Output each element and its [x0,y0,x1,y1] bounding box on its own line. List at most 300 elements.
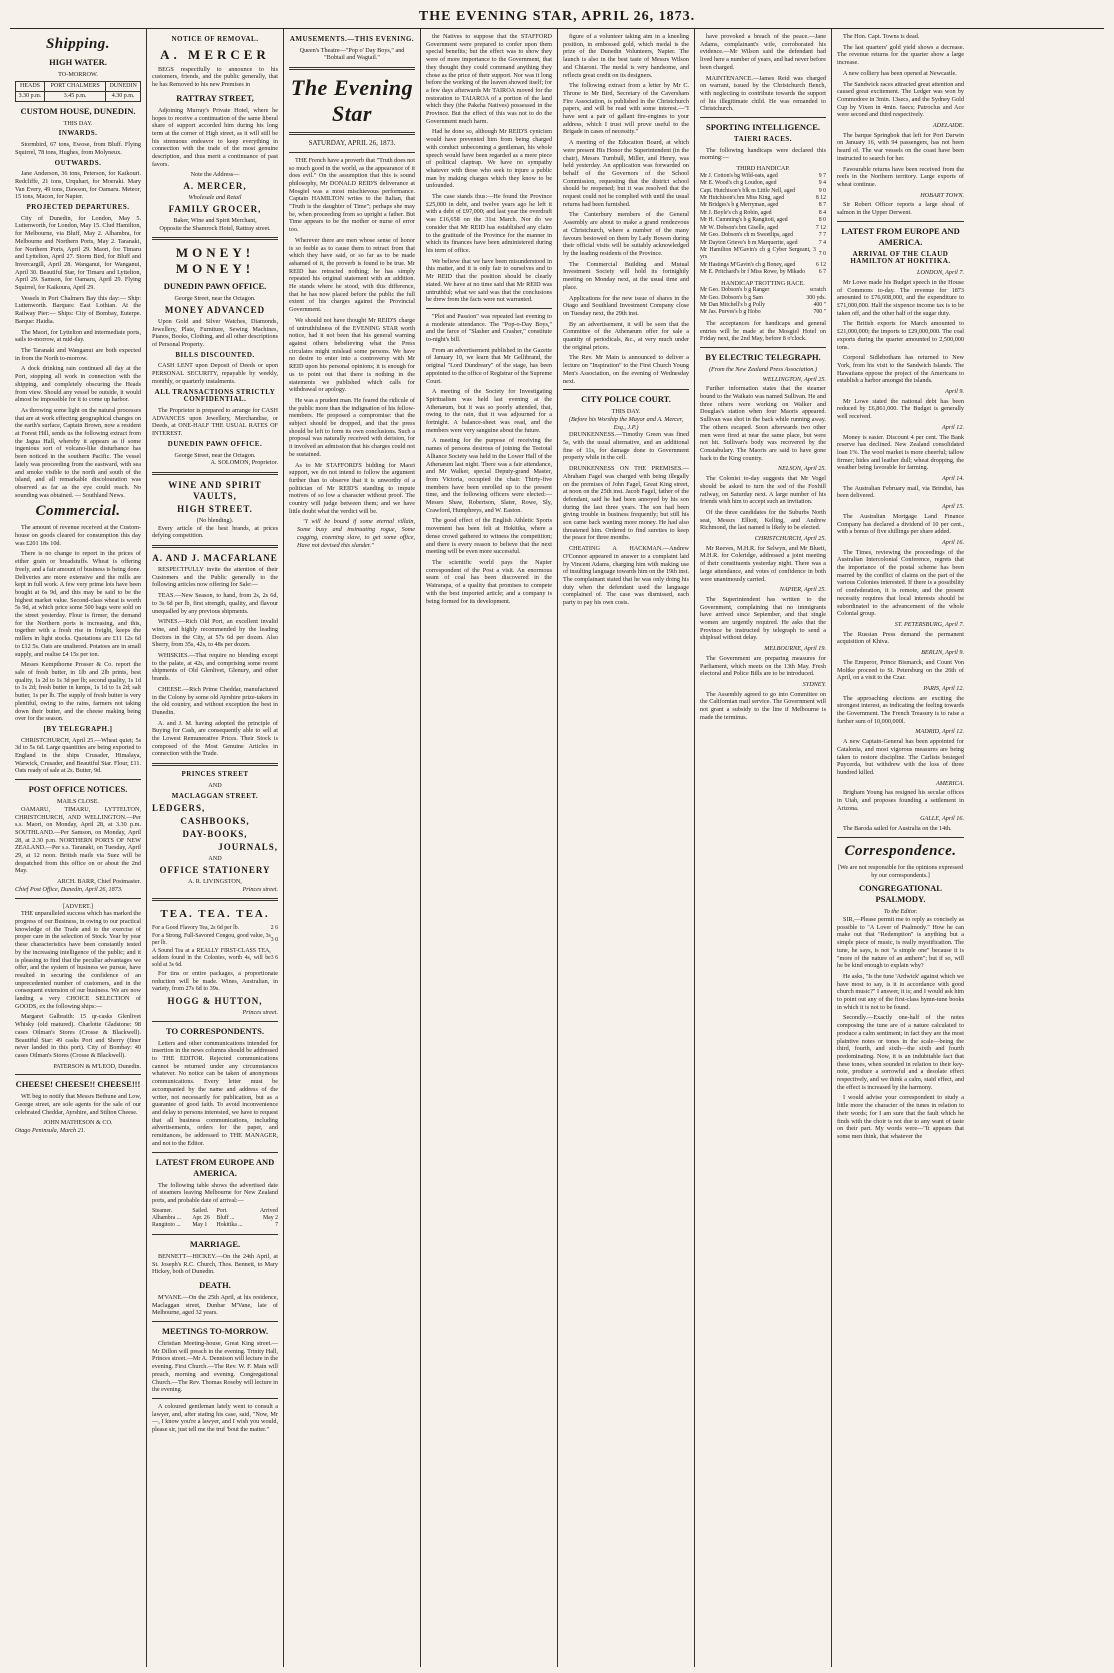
horse-entry: Mr Hamilton M'Gavin's ch g Cyber Sergeant, 3 yrs [700,246,816,261]
amusements-text: Queen's Theatre—"Pop o' Day Boys," and "Bobtail and Wagtail." [299,46,405,62]
leader-paragraph-2: Wherever there are men whose sense of honor is so feeble as to cause them to retract from that which they have said, or so far as to be made ashamed of it, the proverb is found to be true. Mr REID has retracted nothing; he has simply repeated his original statement with an addition. He stands where he stood, with this difference, that he has now placed before the public the full extent of his charges against the Provincial Government. [289,236,415,314]
projected-heading: PROJECTED DEPARTURES. [26,203,130,212]
schedule-header [152,1208,278,1215]
high-street: HIGH STREET. [177,503,253,514]
death-heading: DEATH. [199,1279,231,1290]
post-office-heading: POST OFFICE NOTICES. [28,784,128,795]
schedule-row [152,1222,278,1229]
schedule-row [152,1215,278,1222]
advert-ships: Margaret Galbraith: 15 qr-casks Glenlivet Whisky (old matured). Charlotte Gladstone: 98 cases Oilman's Stores (Crosse & Blackwell). Beautiful Star: 49 casks Port and Sherry (finer never landed in this port). City of Bombay: 40 cases Oilman's Stores (Crosse & Blackwell). [15,1013,141,1059]
america-text: Brigham Young has resigned his secular offices in Utah, and proposes founding a settlement in Arizona. [837,789,964,812]
tea-row [152,948,278,970]
paper-title: The Evening Star [290,75,414,127]
handicap-table [700,173,826,277]
post-text: OAMARU, TIMARU, LYTTELTON, CHRISTCHURCH, AND WELLINGTON.—Per s.s. Maori, on Monday, April 28, at 3.30 p.m. SOUTHLAND.—Per Samson, on Monday, April 28, at 2.30 p.m. NORTHERN PORTS OF NEW ZEALAND.—Per s.s. Taranaki, on Tuesday, April 29, at 12 noon. British mails via Suez will be despatched from this office on or about the 2nd May. [15,805,141,875]
tea-text: For tins or entire packages, a proportionate reduction will be made. Wines, Australian, in variety, from 27s 6d to 39s. [152,969,278,993]
divider [15,898,141,899]
schedule-cell: Apr. 26 [192,1215,210,1222]
horse-entry: Mr Geo. Dobson's ch m Sweetlips, aged [700,232,794,239]
april-12-dateline: April 12. [941,423,964,431]
napier-text: The Superintendent has written to the Government, complaining that no immigrants have arrived since September, and that single women are urgently required. He asks that the Province be instructed by telegraph to send a shipload without delay. [700,595,826,642]
handicap-row [700,302,826,309]
weight: 7 4 [818,239,826,246]
court-day: THIS DAY. [611,408,641,416]
tide-heads-time: 3.30 p.m. [16,91,45,101]
london-text-3: Corporal Sidlebotham has returned to New York, from his visit to the Sandwich Islands. The Hawaiians oppose the project of the Americans to establish a harbor amongst the islands. [837,354,964,385]
office-stationery: OFFICE STATIONERY [159,865,271,875]
london-text-2: The British exports for March amounted to £21,000,000; the imports to £29,000,000. The coal exports during the quarter amounted to 2,500,000 tons. [837,320,964,351]
handicap-row [700,217,826,224]
column-5 [558,29,695,1667]
hogg-sign: HOGG & HUTTON, [167,995,263,1006]
divider [837,837,964,838]
divider [152,898,278,901]
divider [152,763,278,766]
latest-text: The following table shows the advertised date of steamers leaving Melbourne for New Zealand ports, and probable date of arrival:— [152,1181,278,1204]
horse-entry: Mr Hastings M'Gavin's ch g Boney, aged [700,261,796,268]
divider [152,545,278,548]
shipping-news-1: The Maori, for Lyttelton and intermediate ports, sails to-morrow, at mid-day. [15,328,141,344]
horse-entry: Mr Geo. Dobson's b g Ranger [700,287,770,294]
handicap-row [700,287,826,294]
princes-street-3: Princes street. [242,1008,278,1016]
tide-port: PORT CHALMERS [44,81,105,91]
handicap-row [700,210,826,217]
weight: 9 7 [818,172,826,179]
news-paragraph-6: Applications for the new issue of shares in the Otago and Southland Investment Company close on Tuesday next, the 29th inst. [563,294,689,317]
news-paragraph-2: The following extract from a letter by Mr C. Throne to Mr Bird, Secretary of the Caversham Fire Association, is published in the Christchurch papers, and will be read with some interest.—"I have sent a pair of gallant fire-engines to your address, which I trust will prove useful to the Brigade in cases of necessity." [563,82,689,136]
nelson-text: The Colonist to-day suggests that Mr Vogel should be asked to turn the sod of the Foxhill railway, on Saturday next. A large number of his friends wish him to accept such an invitation. [700,475,826,506]
news-paragraph-1: the Natives to suppose that the STAFFORD Government were prepared to confer upon them special benefits; but the effect was to show they were of more importance to the Government, that they thought they could command anything they chose as the price of their support. Nor was it long before the working of the leaven showed itself; for a few days afterwards Mr TAIROA moved for the restoration to TAIAROA of a portion of the land which they (the Pakeha Natives) possessed in the Province. But the effect of this was not to do the Government much harm. [426,33,552,125]
correspondents-heading: TO CORRESPONDENTS. [165,1025,265,1036]
schedule-cell: 7 [275,1222,278,1229]
correspondence-heading: Correspondence. [844,842,957,859]
cheese-place: Otago Peninsula, March 21. [15,1127,86,1135]
removal-heading: NOTICE OF REMOVAL. [171,35,259,43]
journals: JOURNALS, [218,842,278,853]
society-text: A meeting of the Society for Investigating Spiritualism was held last evening at the Athenæum, but it was so poorly attended, that, owing to the rain, that it was adjourned for a fortnight. A balance-sheet was read, and the members were very sanguine about the future. [426,388,552,434]
news-paragraph-8: The Rev. Mr Main is announced to deliver a lecture on "Inspiration" to the First Church Young Men's Association, on the evening of Wednesday next. [563,354,689,385]
london-text: Mr Lowe made his Budget speech in the House of Commons to-day. The revenue for 1873 amounted to £76,608,000, and the expenditure to £71,000,000. Half the sixpence income tax is to be taken off, and the other half of the sugar duty. [837,278,964,317]
handicap-close: The acceptances for handicaps and general entries will be made at the Mosgiel Hotel on Friday next, the 2nd May, before 8 o'clock. [700,319,826,343]
tide-dunedin: DUNEDIN [106,81,141,91]
christchurch-dateline: CHRISTCHURCH, April 25. [754,535,826,543]
wellington-dateline: WELLINGTON, April 25. [762,375,826,383]
cheese-ad-text: CHEESE.—Rich Prime Cheddar, manufactured in the Colony by some old Ayrshire prize-takers in the old country, and without exception the best in Dunedin. [152,685,278,716]
cash-lent: CASH LENT upon Deposit of Deeds or upon PERSONAL SECURITY, repayable by weekly, monthly, or quarterly instalments. [152,362,278,385]
whiskies-text: WHISKIES.—That require no blending except to the palate, at 42s, and comprising some recent shipments of Old Glenlivet, Glenury, and other brands. [152,652,278,683]
alliance-text: A meeting for the purpose of receiving the names of persons desirous of joining the Teetotal Alliance Society was held in the Lower Hall of the Athenæum last night. There was a fair attendance, and Mr Walker, special Deputy-grand Master, from Victoria, occupied the chair. Thirty-five members have been enrolled up to the present time, and the following officers were elected:—Messrs Shaw, Robertson, Slater, Rowe, Sly, Crawford, Humphreys, and W. Easton. [426,437,552,514]
money-advanced: MONEY ADVANCED [164,304,266,315]
princes-street-2: Princes street. [242,885,278,893]
weight: 8 0 [818,217,826,224]
teas-text: TEAS.—New Season, to hand, from 2s, 2s 6d, to 3s 6d per lb, first strength, quality, and flavour unequalled by any previous shipments. [152,592,278,615]
column-7 [832,29,969,1667]
schedule-cell: Bluff ... [216,1215,235,1222]
ledgers: LEDGERS, [152,803,206,814]
court-continued: have provoked a breach of the peace.—Jane Adams, complainant's wife, corroborated his evidence.—Mr Wilson said the defendant had lived here a number of years, and had never before been charged. [700,33,826,71]
tea-label: A Sound Tea at a REALLY FIRST-CLASS TEA, seldom found in the Colonies, worth 4s, will be sold at 3s 6d. [152,947,271,969]
divider [289,152,415,153]
latest-heading: LATEST FROM EUROPE AND AMERICA. [155,1156,275,1178]
taieri-races: TAIERI RACES. [733,135,793,144]
weight: 7 7 [818,232,826,239]
commercial-2: There is no change to report in the prices of either grain or breadstuffs. Wheat is offering freely, and a fair amount of business is being done. Deliveries are more extensive and the mills are kept in full work. A few very prime lots have been bought at 6s 9d, and this may be said to be the highest market value. Second-class wheat is worth 5s 9d, at which price some 500 bags were sold on the street yesterday. Flour is firmer, the demand for the Northern ports is increasing, and this, together with a fresh rise in freight, keeps the millers in light stocks. Quotations are £11 12s 6d to £12 5s. Oats are unaltered. Potatoes are in small supply, and realise £4 15s per ton. [15,550,141,658]
projected-text: City of Dunedin, for London, May 5. Luttenworth, for London, May 15. Clud Hamilton, for Melbourne, via Bluff, May 2. Alhambra, for Melbourne and Northern Ports, May 2. Taranaki, for Northern Ports, April 29. Maori, for Timaru and Lyttelton, April 27. Storm Bird, for Bluff and Invercargill, April 28. Wanganui, for Wanganui, April 30. Beautiful Star, for Timaru and Lyttelton, April 29. Samson, for Oamaru, April 29. Flying Squirrel, for Kaikoura, April 29. [15,214,141,292]
pawn-address: George Street, near the Octagon. [174,295,256,303]
cheese-sign: JOHN MATHESON & CO. [43,1119,113,1127]
latest-heading: LATEST FROM EUROPE AND AMERICA. [841,225,960,247]
tea-row [152,925,278,932]
news-paragraph-4: The Canterbury members of the General Assembly are about to make a grand rendezvous at Christchurch, where a number of the many favours bestowed on them by Lady Bowen during their official visits will be suitably acknowledged by the leading residents of the Province. [563,211,689,257]
leader-paragraph-1: THE French have a proverb that "Truth does not so much good in the world, as the appearance of it does evil." On the assumption that this is sound philosophy, Mr DONALD REID'S deliverance at Mosgiel was a most mischievous performance. Captain HAMILTON writes to the Italian, that "Truth is the daughter of Time"; perhaps she may be, when proceeding from so upright a father. But Time appears to be the mother or nurse of error too. [289,156,415,234]
court-case-1: DRUNKENNESS.—Timothy Green was fined 5s, with the usual alternative, and an additional fine of 11s, for damage done to Government property while in the cell. [563,431,689,462]
court-case-3: CHEATING A HACKMAN.—Andrew O'Connor appeared in answer to a complaint laid by Vincent Adams, charging him with making use of insulting language towards him on the 19th inst. The complainant stated that he was only doing his duty when the defendant used the language complained of. The case was dismissed, each party to pay his own costs. [563,545,689,607]
outwards-text: Jane Anderson, 36 tons, Peterson, for Kaikouri. Redcliffe, 21 tons, Urquhart, for Moeraki. Mary Van Every, 49 tons, Dawson, for Oamaru. Meteor, 15 tons, Macon, for Napier. [15,170,141,201]
madrid-dateline: MADRID, April 12. [915,728,964,736]
leader-quote: "I will be bound if some eternal villain, Some busy and insinuating rogue, Some cogging, cozening slave, to get some office, Have not devised this slander." [297,518,415,549]
wine-heading: WINE AND SPIRIT VAULTS, [168,479,262,501]
horse-entry: Mr Jas. Purves's b g Hobo [700,309,761,316]
correspondence-note: [We are not responsible for the opinions expressed by our correspondents.] [837,863,964,879]
advert-text: THE unparalleled success which has marked the progress of our Business, in owing to our practical knowledge of the Trade and to the exercise of proper care in the selection of Stock. Year by year these characteristics have been constantly tested by the increasing intelligence of the public; and it is pleasing to find that the peculiar advantages we offer, and the system of business we pursue, have resulted in securing the confidence of an unprecedented number of customers, and in the consequent extension of our business. We are now landing a very CHOICE SELECTION of GOODS, ex the following ships:— [15,910,141,1010]
handicap-row [700,188,826,195]
livingston-sign: A. R. LIVINGSTON, [188,878,242,885]
divider [426,308,552,309]
weight: 6 7 [818,269,826,276]
galle-dateline: GALLE, April 16. [920,815,964,823]
sydney-text: The Assembly agreed to go into Committee on the Californian mail service. The Government will not grant a subsidy to the line if Melbourne is made the terminus. [700,690,826,721]
letter-paragraph-2: He asks, "Is the tune 'Ardwick' against which we have most to say, is it in accordance with good church music?" I answer, it is; and I would ask him to point out any of the first-class hymn-tune books in which it is not to be found. [837,972,964,1011]
weight: 8 7 [818,202,826,209]
handicap-start: 400 " [813,302,826,309]
daybooks: DAY-BOOKS, [182,829,248,840]
hobart-dateline: HOBART TOWN. [920,191,964,199]
bills-discounted: BILLS DISCOUNTED. [175,350,255,359]
handicap-row [700,309,826,316]
schedule-cell: Hokitika ... [216,1222,243,1229]
top-news-1: The Hon. Capt. Towns is dead. [843,33,920,40]
shipping-news-3: A dock drinking rain continued all day at the Port, stopping all work in connection with the shipping, and completely obscuring the Heads from view. Should any vessel be outside, it would almost be impossible for it to come up harbor. [15,365,141,404]
horse-entry: Mr W. Dobson's bm Giselle, aged [700,224,779,231]
schedule-cell: Alhambra ... [152,1215,181,1222]
weight: 7 0 [818,250,826,257]
handicap-row [700,269,826,276]
marriage-heading: MARRIAGE. [189,1238,241,1249]
post-date: Chief Post Office, Dunedin, April 26, 1873. [15,885,123,893]
police-court-heading: CITY POLICE COURT. [581,394,671,405]
berlin-dateline: BERLIN, April 9. [921,649,964,657]
handicap-intro: The following handicaps were declared this morning:— [700,146,826,162]
commercial-heading: Commercial. [35,503,121,520]
anecdote-text: A coloured gentleman lately went to consult a lawyer, and, after stating his case, said, "Now, Mr —, I know you're a lawyer, and I wish you would, please sir, just tell me the truf 'bout the matter." [152,1402,278,1434]
court-case-2: DRUNKENNESS ON THE PREMISES.—Abraham Fagel was charged with being illegally on the premises of John Fagel, Great King street, at noon on the 25th inst. Jacob Fagel, father of the defendant, said he had been annoyed by his son during the last three years. The son had been giving trouble in business frequently; but still his son came back wanting more money. He had also threatened him. Ordered to find sureties to keep the peace for three months. [563,465,689,542]
page-masthead: THE EVENING STAR, APRIL 26, 1873. [10,8,1104,29]
advert-sign: PATERSON & M'LEOD, Dunedin. [53,1062,141,1070]
handicap-row [700,180,826,187]
letter-paragraph-1: SIR,—Please permit me to reply as concisely as possible to "A Lover of Psalmody." How he can make out that "Redemption" is anything but a simple piece of music, is really mystification. The tune, he says, is not "a simple one" because it is "more of the nature of an anthem"; but if so, will he be kind enough to explain why? [837,915,964,970]
april-12-text: Money is easier. Discount 4 per cent. The Bank reserve has declined. New Zealand consolidated loan 1%. The wool market is more cheerful; tallow firmer; hides and leather dull; wheat dropping, the weather being favorable for farming. [837,433,964,472]
divider [152,472,278,475]
tea-price: 2 6 [270,925,278,932]
horse-entry: Mr Dayton Grieve's b m Marquerite, aged [700,239,798,246]
news-paragraph-4: We believe that we have been misunderstood in this matter, and it is only fair to ourselves and to Mr REID that the position should be clearly stated. We have at no time said that Mr REID was untruthful; what we said was that the conclusions he drew from the facts were not warranted. [426,257,552,304]
commercial-1: The amount of revenue received at the Custom-house on goods cleared for consumption this day was £201 18s 10d. [15,524,141,547]
tea-price-list [152,925,278,969]
schedule-cell: Rangitoto ... [152,1222,181,1229]
horse-entry: Capt. Hutchison's blk m Little Nell, aged [700,187,796,194]
horse-entry: Mr Dan Mitchell's b g Polly [700,302,765,309]
mercer-sign: A. MERCER, [183,181,247,192]
christchurch-text: Mr Reeves, M.H.R. for Selwyn, and Mr Bluett, M.H.R. for Coleridge, addressed a joint meeting of their constituents yesterday night. There was a large attendance, and votes of confidence in both were unanimously carried. [700,544,826,583]
postmaster-sign: ARCH. BARR, Chief Postmaster. [57,878,141,886]
hobart-text: Sir Robert Officer reports a large shoal of salmon in the Upper Derwent. [837,201,964,217]
third-handicap: THIRD HANDICAP. [736,165,790,173]
weight: 8 4 [818,209,826,216]
plot-passion-text: "Plot and Passion" was repeated last evening to a moderate attendance. The "Pop-o-Day Boys," and the farce of "Slasher and Crasher," constitute to-night's bill. [426,312,552,344]
columns [10,29,1104,1667]
mercer-name: A. MERCER [160,46,270,62]
melbourne-dateline: MELBOURNE, April 19. [764,645,826,653]
marriage-text: BENNETT—HICKEY.—On the 24th April, at St. Joseph's R.C. Church, Thos. Bennett, to Mary Hickey, both of Dunedin. [152,1252,278,1276]
top-news-2: The last quarters' gold yield shows a decrease. The revenue returns for the quarter show a large increase. [837,43,964,67]
wholesale-label: Wholesale and Retail [188,194,242,202]
commercial-3: Messrs Kempthorne Prosser & Co. report the sale of fresh butter, in 1lb and 2lb prints, best quality, 1s 2d to 1s 3d per lb; second quality, 1s 1d to 1s 2d; fresh butter in lumps, 1s 1d to 1s 2d; salt butter, 1s per lb. The supply of fresh butter is very plentiful, owing to the rains, farmers not taking down their butter, and the cheese making being over for the season. [15,661,141,723]
top-news-3: A new colliery has been opened at Newcastle. [843,69,957,77]
london-dateline: LONDON, April 7. [917,269,964,277]
handicap-row [700,295,826,302]
handicap-start: scratch [809,287,826,294]
telegraph-text: CHRISTCHURCH, April 25.—Wheat quiet; 5s 3d to 5s 6d. Large quantities are being exported to England in the ships Crusader, Himalaya, Warwick, Crusader, and Beautiful Star. Flour, £11. Oats ready of sale at 2s. Butter, 9d. [15,736,141,775]
weight: 8 12 [815,195,826,202]
adelaide-dateline: ADELAIDE. [932,122,964,130]
leader-paragraph-3: We should not have thought Mr REID'S charge of untruthfulness of the EVENING STAR worth notice, had it not been that his general warning against others bebelieving what the Press circulates might mislead some persons. We have no desire to enter into a controversy with Mr REID upon his personal opinions; it is enough for us to point out that there is nothing in the statements we published which calls for withdrawal or apology. [289,316,415,394]
meetings-text: Christian Meeting-house, Great King street.—Mr Dillon will preach in the evening. Trinity Hall, Princes street.—Mr A. Dennison will lecture in the evening. First Church.—The Rev. W. F. Main will preach, morning and evening. Congregational Church.—The Rev. Thomas Roseby will lecture in the evening. [152,1340,278,1394]
telegraph-heading: [BY TELEGRAPH.] [43,724,113,733]
april-9-dateline: April 9. [945,388,964,396]
weight: 6 12 [815,261,826,268]
opposite-label: Opposite the Shamrock Hotel, Rattray street. [159,224,271,232]
madrid-text: A new Captain-General has been appointed for Catalonia, and most vigorous measures are being taken to restore discipline. The Carlists besieged Puycerda, but withdrew with the loss of three hundred killed. [837,738,964,776]
divider [563,389,689,390]
macfarlane-heading: A. AND J. MACFARLANE [152,553,278,564]
weight: 9 0 [818,187,826,194]
column-3 [284,29,421,1667]
pawn-text: Upon Gold and Silver Watches, Diamonds, Jewellery, Plate, Furniture, Sewing Machines, Pianos, Books, Clothing, and all other descriptions of Personal Property. [152,317,278,349]
tea-label: For a Good Flavory Tea, 2s 6d per lb. [152,925,240,932]
schedule-col: Port. [216,1207,228,1214]
column-2 [147,29,284,1667]
handicap-row [700,232,826,239]
divider [700,347,826,348]
cheese-heading: CHEESE! CHEESE!! CHEESE!!! [15,1079,141,1090]
tide-dunedin-time: 4.30 p.m. [106,91,141,101]
shipping-heading: Shipping. [45,36,111,52]
inwards-heading: INWARDS. [58,129,98,138]
to-morrow-label: TO-MORROW. [58,71,98,78]
divider [837,221,964,222]
arrival-heading: ARRIVAL OF THE CLAUD HAMILTON AT HOKITIKA. [850,249,951,266]
divider [289,67,415,70]
column-1 [10,29,147,1667]
meetings-heading: MEETINGS TO-MORROW. [161,1326,269,1337]
pawn-sign: A. SOLOMON, Proprietor. [210,459,278,467]
top-news-4: The Sandwick races attracted great attention and caused great excitement. The Ledger was won by Commodore in 3min. 13secs, and the Sydney Gold Cup by Vixen in 4min. 6secs; Patroclus and Ace were second and third respectively. [837,80,964,119]
note-address: Note the Address— [190,171,240,179]
sydney-dateline: SYDNEY. [802,680,826,688]
galle-text: The Baroda sailed for Australia on the 14th. [843,825,952,833]
schedule-col: Steamer. [152,1207,173,1214]
and-label-2: AND [208,855,222,863]
sporting-heading: SPORTING INTELLIGENCE. [705,122,820,133]
mails-close-label: MAILS CLOSE. [57,798,99,806]
handicap-row [700,262,826,269]
adelaide-text-2: Favourable returns have been received from the reefs in the Northern territory. Large exports of wheat continue. [837,165,964,188]
outwards-heading: OUTWARDS. [54,158,102,167]
high-water-heading: HIGH WATER. [49,57,107,67]
tea-price: 3 6 [270,955,278,962]
steamer-schedule [152,1208,278,1230]
handicap-row [700,240,826,247]
news-paragraph-2: Had he done so, although Mr REID'S cynicism would have prevented him from being charged with conduct unbecoming a gentleman, his whole speech would have been regarded as a mere piece of political claptrap. We have no sympathy whatever with those who seek to injure a public man by making charges which they know to be unfounded. [426,128,552,190]
column-4 [421,29,558,1667]
handicap-start: 300 yds. [806,294,826,301]
tide-port-time: 3.45 p.m. [44,91,105,101]
athletic-text: The good effect of the English Athletic Sports movement has been felt at Hokitika, where a dense crowd gathered to witness the competition; and there is every reason to believe that the next meeting will be even more successful. [426,517,552,556]
column-6 [695,29,832,1667]
divider [15,779,141,780]
customs-heading: CUSTOM HOUSE, DUNEDIN. [20,105,136,116]
death-text: M'VANE.—On the 25th April, at his residence, Maclaggan street, Dunbar M'Vane, late of Melbourne, aged 32 years. [152,1293,278,1317]
handicap-start: 700 " [813,309,826,316]
april-15-text: The Australian Mortgage Land Finance Company has declared a dividend of 10 per cent., with a bonus of five shillings per share added. [837,512,964,536]
wines-text: WINES.—Rich Old Port, an excellent invalid wine, and highly recommended by the leading Doctors in the City, at 57s 6d per dozen. Also Sherry, from 35s, 42s, to 48s per dozen. [152,618,278,649]
coal-text: The scientific world pays the Napier correspondent of the Post a visit. An enormous seam of coal has been discovered in the Wairarapa, of a quality that promises to compete with the best imported article; and a company is being formed for its development. [426,559,552,605]
schedule-col: Sailed. [192,1207,209,1214]
schedule-cell: May 1 [192,1222,208,1229]
mercer-text-2: Adjoining Murray's Private Hotel, where he hopes to receive a continuation of the same liberal share of support accorded him during his long term at the corner of High street, as it will still be his strenuous endeavor to keep everything in connection with the trade of the most genuine description, and thus merit a continuance of past favors. [152,106,278,168]
horse-entry: Mr Hutchison's bm Miss King, aged [700,195,785,202]
schedule-cell: May 2 [263,1215,278,1222]
divider [152,1234,278,1235]
handicap-row [700,247,826,262]
shipping-news-2: The Taranaki and Wanganui are both expected in from the North to-morrow. [15,346,141,362]
rattray-street: RATTRAY STREET, [176,92,254,103]
napier-dateline: NAPIER, April 25. [779,586,826,594]
letter-paragraph-4: I would advise your correspondent to study a little more the character of the tunes in relation to their words; for I am sure that the fault which he finds with the choir is not due to any want of taste on their part. My words were—"It appears that some men think, that whatever the [837,1094,964,1140]
petersburg-dateline: ST. PETERSBURG, April 7. [894,621,964,628]
pawn-office-heading: DUNEDIN PAWN OFFICE. [163,281,267,292]
tea-row [152,933,278,948]
maclaggan-street: MACLAGGAN STREET. [171,791,259,800]
horse-entry: Mr E. Pritchard's br f Miss Rowe, by Mikado [700,269,806,276]
telegraph-source: (From the New Zealand Press Association.) [708,365,818,373]
issue-date: SATURDAY, APRIL 26, 1873. [308,139,396,148]
advert-heading: [ADVERT.] [63,902,93,910]
money-heading: MONEY! MONEY! [175,245,255,277]
berlin-text: The Emperor, Prince Bismarck, and Count Von Moltke proceed to St. Petersburg on the 26th of April, on a visit to the Czar. [837,658,964,682]
schedule-col: Arrived [259,1207,278,1214]
news-paragraph-3: A meeting of the Education Board, at which were present His Honor the Superintendent (in the chair), Messrs Turnbull, Miller, and Henry, was held yesterday. An application was forwarded on behalf of the Governors of the School Commission, requesting that the district school should be reopened; but it was resolved that the request could not be complied with until the usual returns had been furnished. [563,139,689,208]
handicap-row [700,173,826,180]
macfarlane-text-2: A. and J. M. having adopted the principle of Buying for Cash, are consequently able to sell at the Lowest Remunerative Prices. Their Stock is composed of the Most Genuine Articles in connection with the Trade. [152,719,278,758]
horse-entry: Mr J. Boyle's ch g Robin, aged [700,209,772,216]
tea-label: For a Strong, Full-Savored Congou, good value, 3s per lb. [152,932,271,947]
horse-entry: Mr E. Wood's ch g Loudon, aged [700,180,777,187]
weight: 9 4 [818,180,826,187]
letter-paragraph-3: Secondly.—Exactly one-half of the notes composing the tune are of a nature calculated to produce a calm sentiment; in fact they are the most plaintive notes or tones in the scale—being the third, fourth, and sixth—the sixth and fourth predominating. Now, it is an indubitable fact that these tones, when sounded in relation to their key-note, produce a sorrowful and a desolate effect respectively, and we think a calm, staid effect, and the effect is increased by the harmony. [837,1014,964,1091]
april-9-text: Mr Lowe stated the national debt has been reduced by £6,861,000. The Budget is generally well received. [837,397,964,421]
leader-paragraph-5: As to Mr STAFFORD'S bidding for Maori support, we do not intend to follow the argument further than to observe that it is unworthy of a politician of Mr REID'S standing to impute motives of so low a character without proof. The country will judge between them; and we have little doubt what the verdict will be. [289,461,415,515]
and-label: AND [208,781,222,789]
news-paragraph-7: By an advertisement, it will be seen that the Committee of the Athenæum offer for sale a quantity of periodicals, &c., at very much under the original prices. [563,320,689,351]
horse-entry: Mr Bridges's b g Merryman, aged [700,202,779,209]
vessels-in-port: Vessels in Port Chalmers Bay this day:— Ship: Luttenworth. Barques: East Lothian. At the Railway Pier:— Ships: City of Bombay, Euterpe. Barque: Haidia. [15,294,141,325]
divider [152,237,278,240]
princes-street: PRINCES STREET [181,770,249,779]
paris-text: The approaching elections are exciting the strongest interest, as indicating the feeling towards the Government. The French Treasury is to raise a further sum of 10,000,000l. [837,694,964,725]
pawn-text-2: The Proprietor is prepared to arrange for CASH ADVANCES upon Jewellery, Merchandise, or Deeds, at ONE-HALF THE USUAL RATES OF INTEREST. [152,406,278,438]
news-paragraph-3: The case stands thus:—He found the Province £25,000 in debt, and twelve years ago he left it with a debt of £97,000; and last year the overdraft was £16,658 on the 31st March. Nor do we consider that Mr REID has established any claim to the gratitude of the Province for the manner in which its finances have been administered during his term of office. [426,193,552,254]
petersburg-text: The Russian Press demand the permanent acquisition of Khiva. [837,630,964,646]
pawn-office-2: DUNEDIN PAWN OFFICE. [167,439,263,448]
handicap-row [700,202,826,209]
psalmody-heading: CONGREGATIONAL PSALMODY. [859,883,942,905]
wellington-text: Further information states that the steamer bound to the Waikato was named Sullivan. He and three others were working on Walker and Douglas's station when four Maoris appeared. Sullivan was shot in the back while running away. The others escaped. Soon afterwards two other men were fired at near the same place, but were not hit. Sullivan's body was recovered by the Constabulary. The Maoris are said to have gone back to the King country. [700,385,826,462]
pawn-address-2: George Street, near the Octagon. [174,451,256,459]
divider [700,117,826,118]
trotting-table [700,287,826,317]
amusements-heading: AMUSEMENTS.—THIS EVENING. [289,35,415,43]
melbourne-text: The Government are preparing measures for Parliament, which meets on the 13th May. Fresh electoral and Police Bills are to be introduced. [700,654,826,678]
horse-entry: Mr J. Cotton's bg Wild-oats, aged [700,172,778,179]
maintenance-case: MAINTENANCE.—James Reid was charged on warrant, issued by the Christchurch Bench, with neglecting to contribute towards the support of his illegitimate child. He was remanded to Christchurch. [700,74,826,113]
tea-heading: TEA. TEA. TEA. [160,908,270,921]
april-16-text: The Times, reviewing the proceedings of the Australian Intercolonial Conference, regrets that the importance of the postal scheme has been marred by the conflict of claims on the part of the various Colonies interested. If there is a possibility of confederation, it is remote, and the present necessity requires that local interests should be subordinated to the advancement of the whole Colonial group. [837,548,964,618]
leader-paragraph-4: He was a prudent man. He feared the ridicule of the public more than the indignation of his fellow-members. He proposed a compromise: that the subject should be dropped, and that the press should be left to form its own conclusions. Such a proposal was naturally received with derision, for it involved an admission that his charges could not be sustained. [289,396,415,458]
weight: 7 12 [815,224,826,231]
divider [152,1021,278,1022]
nelson-text-2: Of the three candidates for the Suburbs North seat, Messrs Elliott, Kelling, and Andrew Richmond, the last named is likely to be elected. [700,508,826,532]
horse-entry: Mr Geo. Dobson's b g Sam [700,294,763,301]
no-blending: (No blending). [196,516,234,524]
to-editor: To the Editor. [883,908,918,916]
correspondents-text: Letters and other communications intended for insertion in the news columns should be addressed to THE EDITOR. Rejected communications cannot be returned under any circumstances whatever. No notice can be taken of anonymous communications. Every letter must be accompanied by the name and address of the writer, not necessarily for publication, but as a guarantee of good faith. To avoid inconvenience and delay to persons interested, we have to request that all business communications, including advertisements, orders for the paper, and remittances, be addressed to THE MANAGER, and not to the Editor. [152,1039,278,1147]
telegraph-heading: BY ELECTRIC TELEGRAPH. [705,351,821,362]
cheese-text: WE beg to notify that Messrs Bethune and Low, George street, are sole agents for the sale of our celebrated Cheddar, Ayrshire, and Stilton Cheese. [15,1093,141,1116]
april-14-dateline: April 14. [941,475,964,483]
handicap-row [700,225,826,232]
inwards-text: Stormbird, 67 tons, Ewose, from Bluff. Flying Squirrel, 78 tons, Hughes, from Molyneux. [15,141,141,156]
divider [152,1398,278,1399]
adelaide-text: The barque Springbok that left for Port Darwin on January 16, with 94 passengers, has not been heard of. The war vessels on the coast have been instructed to search for her. [837,131,964,162]
april-15-dateline: April 15. [941,503,964,511]
court-before: (Before his Worship the Mayor and A. Mercer, Esq., J.P.) [568,415,684,431]
divider [152,1321,278,1322]
tide-heads: HEADS [16,81,45,91]
cashbooks: CASHBOOKS, [180,816,250,827]
tea-price: 3 0 [270,936,278,943]
tide-table [15,81,141,102]
macfarlane-text: RESPECTFULLY invite the attention of their Customers and the Public generally to the following articles now offering for Sale:— [152,566,278,589]
trotting-heading: HANDICAP TROTTING RACE. [721,279,805,287]
paris-dateline: PARIS, April 12. [923,684,964,692]
divider [15,1074,141,1075]
divider [289,132,415,135]
news-paragraph-5: The Commercial Building and Mutual Investment Society will hold its fortnightly meeting on Monday next, at the usual time and place. [563,260,689,291]
divider [152,1152,278,1153]
this-day-label: THIS DAY. [63,119,93,127]
